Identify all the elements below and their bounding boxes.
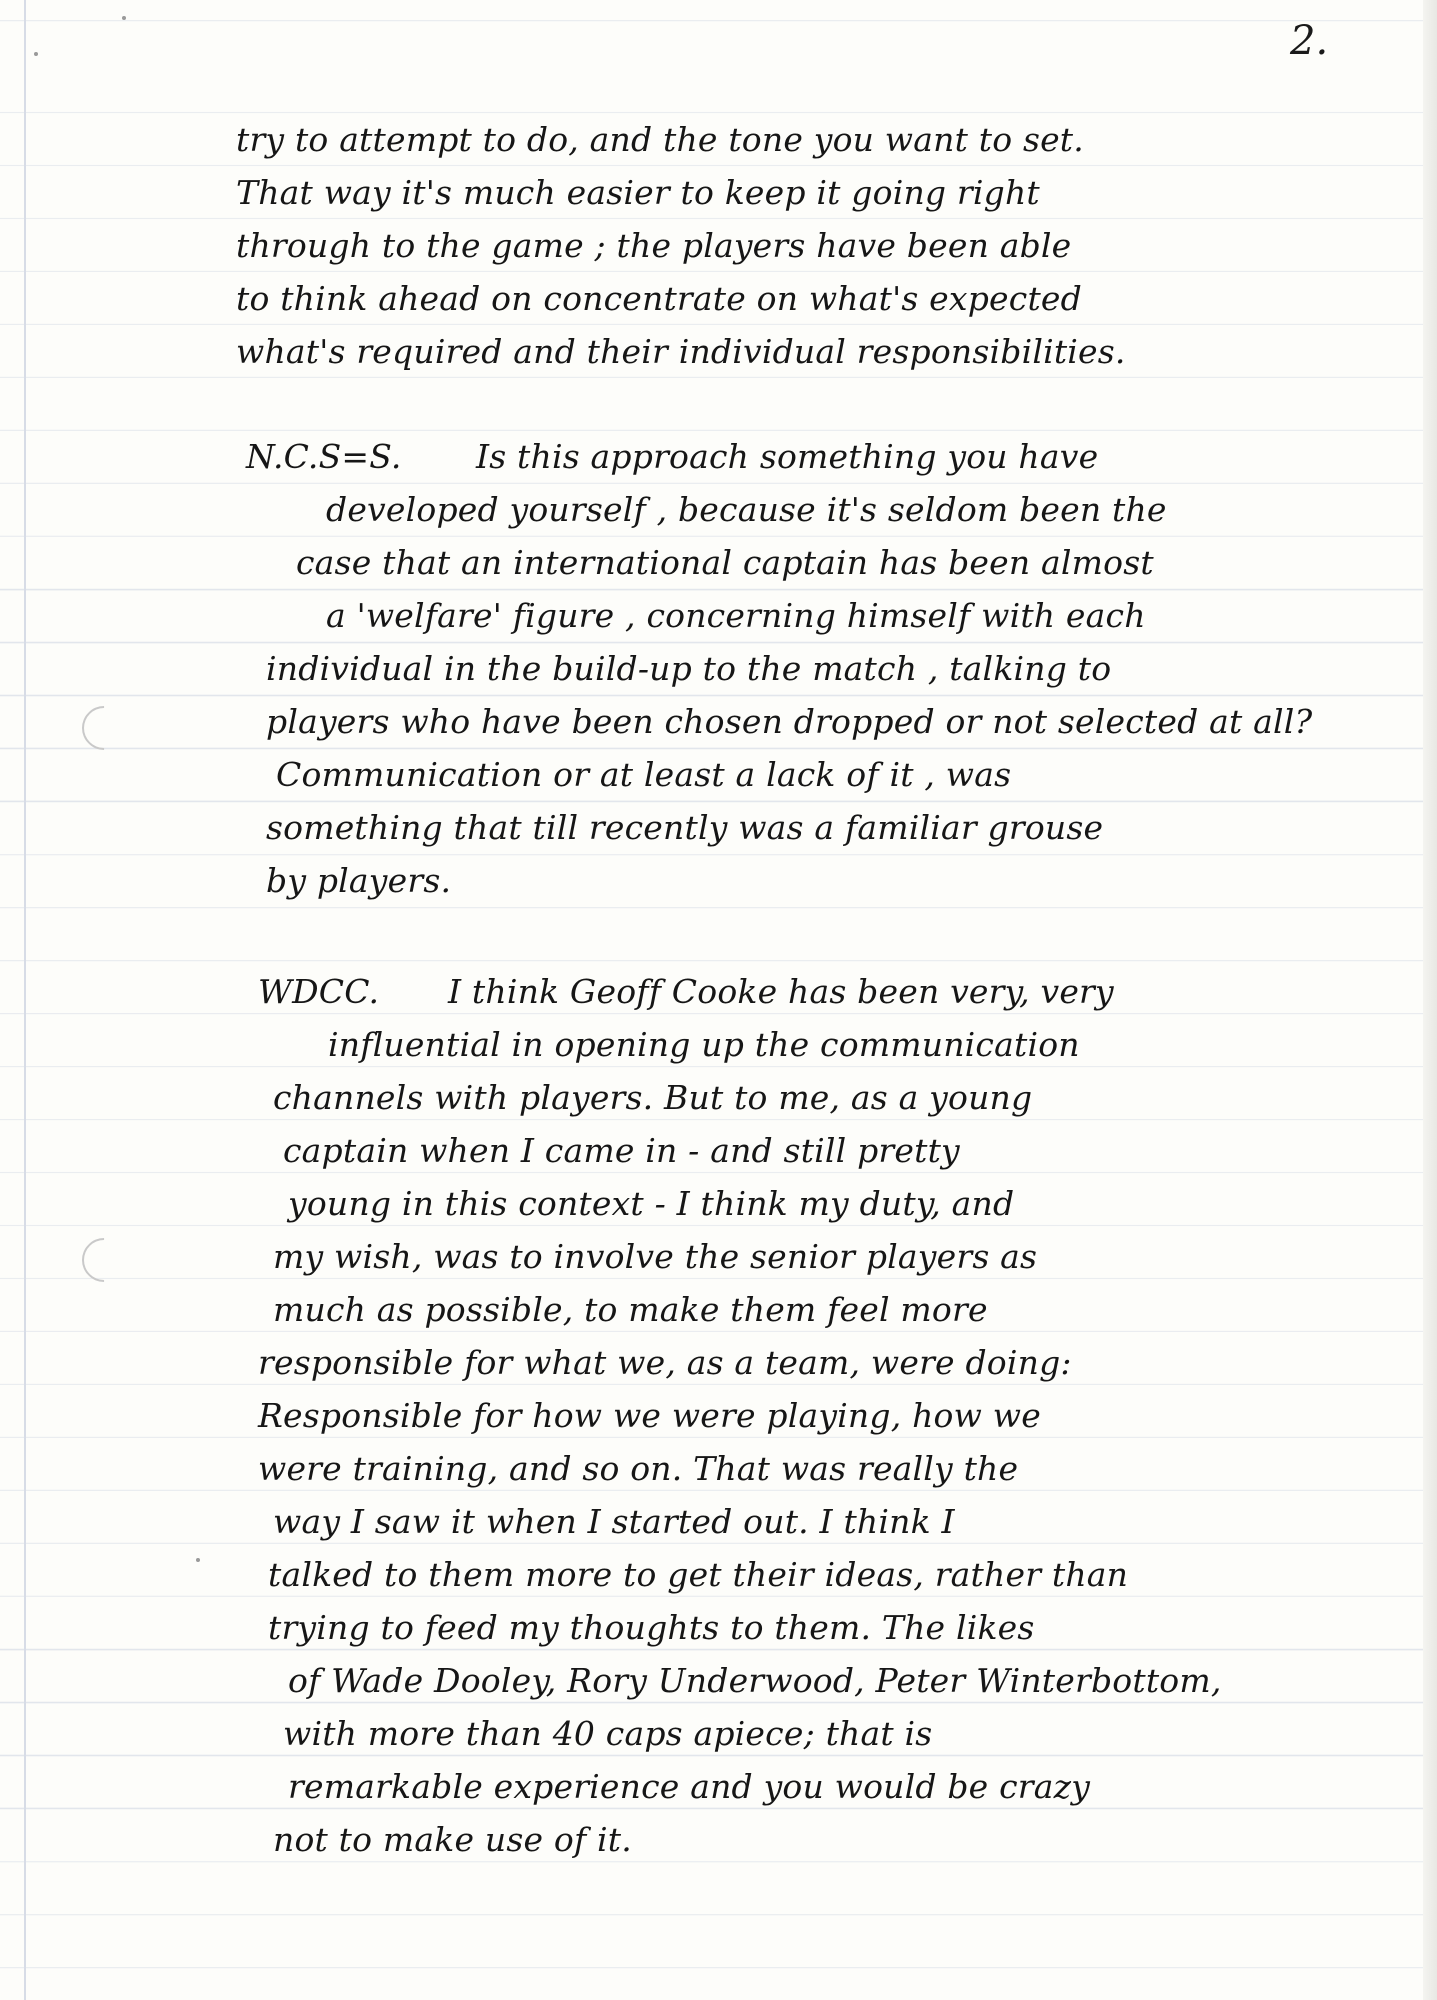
text-line [246, 430, 1356, 483]
text-line: responsible for what we, as a team, were doing: [258, 1343, 1072, 1382]
text-line: through to the game ; the players have been able [236, 226, 1072, 265]
text-line-content: I think Geoff Cooke has been very, very [448, 972, 1114, 1011]
text-line-content: Is this approach something you have [476, 437, 1099, 476]
paragraph-continuation [236, 113, 1346, 378]
text-line: with more than 40 caps apiece; that is [283, 1714, 933, 1753]
text-line: of Wade Dooley, Rory Underwood, Peter Winterbottom, [288, 1661, 1222, 1700]
page-edge [1423, 0, 1437, 2000]
paper-speck [122, 16, 126, 20]
text-line: Communication or at least a lack of it , was [276, 755, 1012, 794]
speaker-label: N.C.S=S. [246, 437, 402, 476]
text-line: to think ahead on concentrate on what's expected [236, 279, 1082, 318]
punch-hole-mark [73, 697, 135, 759]
text-line: channels with players. But to me, as a young [273, 1078, 1033, 1117]
page-number: 2. [1290, 18, 1329, 64]
text-line: by players. [266, 861, 452, 900]
text-line: influential in opening up the communication [328, 1025, 1080, 1064]
text-line: captain when I came in - and still pretty [283, 1131, 960, 1170]
interviewer-question [246, 430, 1356, 907]
text-line: try to attempt to do, and the tone you want to set. [236, 120, 1084, 159]
text-line: case that an international captain has been almost [296, 543, 1154, 582]
speaker-label: WDCC. [258, 972, 380, 1011]
text-line: what's required and their individual responsibilities. [236, 332, 1126, 371]
text-line: a 'welfare' figure , concerning himself with each [326, 596, 1146, 635]
text-line: players who have been chosen dropped or not selected at all? [266, 702, 1313, 741]
paper-speck [196, 1558, 200, 1562]
punch-hole-mark [73, 1229, 135, 1291]
text-line: were training, and so on. That was really the [258, 1449, 1019, 1488]
text-line: way I saw it when I started out. I think I [273, 1502, 955, 1541]
margin-line [24, 0, 26, 2000]
text-line: Responsible for how we were playing, how we [258, 1396, 1041, 1435]
text-line: young in this context - I think my duty, and [288, 1184, 1015, 1223]
text-line: That way it's much easier to keep it going right [236, 173, 1040, 212]
text-line: trying to feed my thoughts to them. The likes [268, 1608, 1035, 1647]
text-line: developed yourself , because it's seldom been the [326, 490, 1167, 529]
text-line: much as possible, to make them feel more [273, 1290, 988, 1329]
paper-speck [34, 52, 38, 56]
text-line: talked to them more to get their ideas, rather than [268, 1555, 1129, 1594]
text-line: something that till recently was a familiar grouse [266, 808, 1104, 847]
captain-answer [258, 965, 1368, 1866]
text-line: individual in the build-up to the match , talking to [266, 649, 1112, 688]
text-line: my wish, was to involve the senior players as [273, 1237, 1038, 1276]
text-line [258, 965, 1368, 1018]
text-line: remarkable experience and you would be crazy [288, 1767, 1091, 1806]
text-line: not to make use of it. [273, 1820, 632, 1859]
